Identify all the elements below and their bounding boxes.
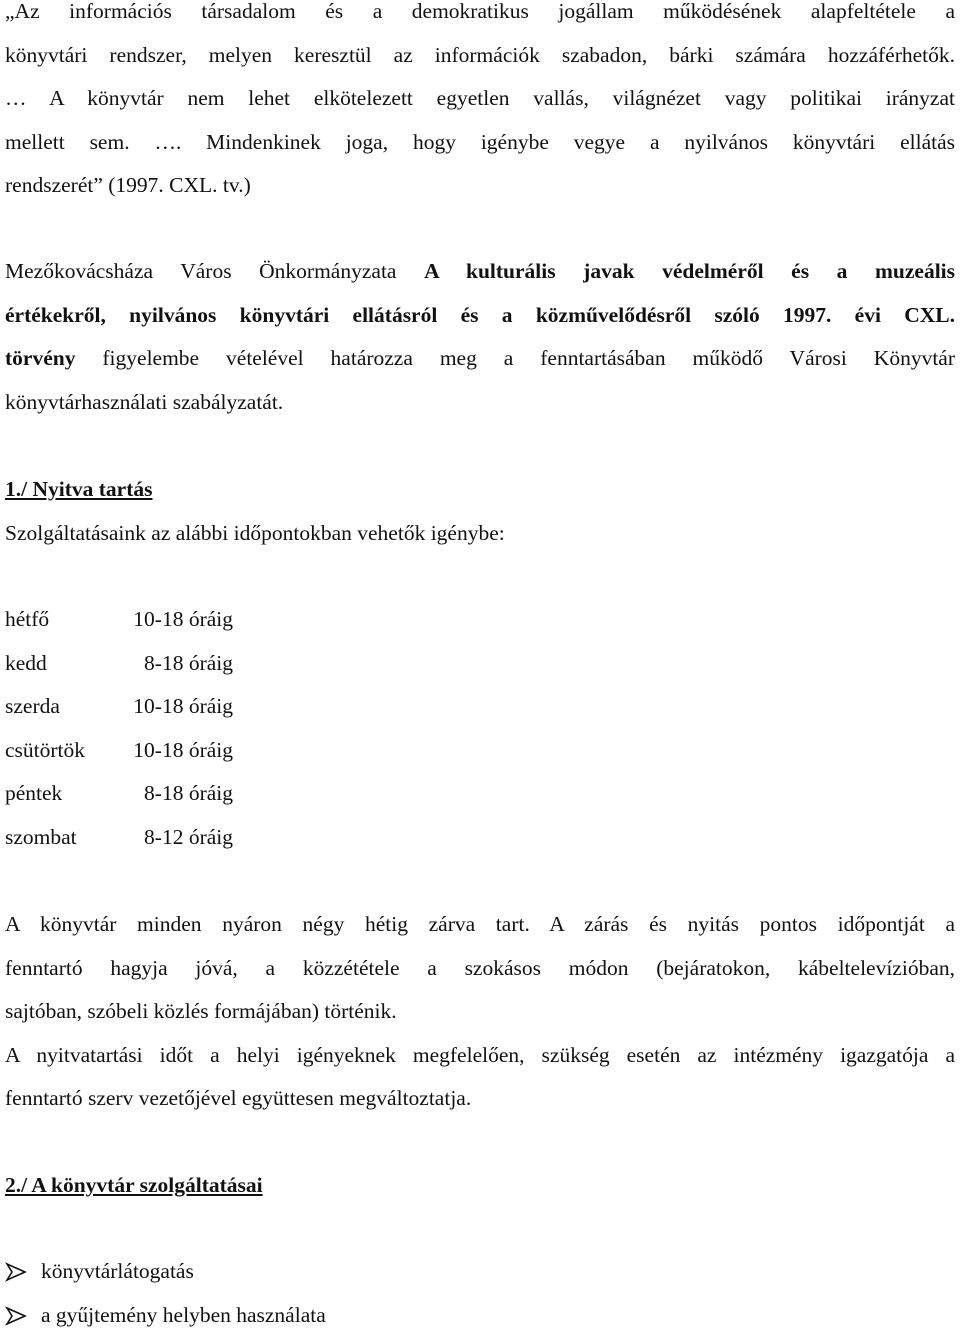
time-value: 10-18 óráig <box>111 685 251 729</box>
day-label: szombat <box>5 816 111 860</box>
decree-line: törvény figyelembe vételével határozza meg a fenntartásában működő Városi Könyvtár <box>5 337 955 381</box>
time-value: 10-18 óráig <box>111 598 251 642</box>
service-label: könyvtárlátogatás <box>41 1259 194 1283</box>
services-list <box>5 1250 955 1337</box>
decree-line <box>5 294 955 338</box>
day-label: kedd <box>5 642 111 686</box>
list-item <box>5 1294 955 1337</box>
opening-hours-table <box>5 598 955 859</box>
intro-line: … A könyvtár nem lehet elkötelezett egyetlen vallás, világnézet vagy politikai irányzat <box>5 77 955 121</box>
intro-line: rendszerét” (1997. CXL. tv.) <box>5 164 955 208</box>
decree-line: könyvtárhasználati szabályzatát. <box>5 381 955 425</box>
law-title: A kulturális javak védelméről és a muzeális <box>424 259 955 283</box>
summer-line: sajtóban, szóbeli közlés formájában) történik. <box>5 990 955 1034</box>
intro-line: „Az információs társadalom és a demokratikus jogállam működésének alapfeltétele a <box>5 0 955 34</box>
day-label: péntek <box>5 772 111 816</box>
hours-intro: Szolgáltatásaink az alábbi időpontokban vehetők igénybe: <box>5 512 955 556</box>
change-line: A nyitvatartási időt a helyi igényeknek megfelelően, szükség esetén az intézmény igazgatója a <box>5 1034 955 1078</box>
time-value: 8-12 óráig <box>111 816 251 860</box>
arrow-bullet-icon <box>5 1306 27 1326</box>
day-label: csütörtök <box>5 729 111 773</box>
day-label: hétfő <box>5 598 111 642</box>
decree-paragraph <box>5 250 955 424</box>
summer-closure-paragraph <box>5 903 955 1121</box>
section-opening-hours <box>5 468 955 555</box>
arrow-bullet-icon <box>5 1262 27 1282</box>
time-value: 10-18 óráig <box>111 729 251 773</box>
section-heading: 1./ Nyitva tartás <box>5 468 955 512</box>
list-item <box>5 1250 955 1294</box>
decree-line: Mezőkovácsháza Város Önkormányzata A kulturális javak védelméről és a muzeális <box>5 250 955 294</box>
service-label: a gyűjtemény helyben használata <box>41 1303 326 1327</box>
section-services <box>5 1164 955 1208</box>
change-line: fenntartó szerv vezetőjével együttesen megváltoztatja. <box>5 1077 955 1121</box>
intro-line: mellett sem. …. Mindenkinek joga, hogy igénybe vegye a nyilvános könyvtári ellátás <box>5 121 955 165</box>
time-value: 8-18 óráig <box>111 642 251 686</box>
day-label: szerda <box>5 685 111 729</box>
law-title: értékekről, nyilvános könyvtári ellátásról és a közművelődésről szóló 1997. évi CXL. <box>5 303 955 327</box>
intro-quote <box>5 0 955 208</box>
section-heading: 2./ A könyvtár szolgáltatásai <box>5 1164 955 1208</box>
services-list-wrap <box>5 1250 955 1337</box>
summer-line: A könyvtár minden nyáron négy hétig zárva tart. A zárás és nyitás pontos időpontját a <box>5 903 955 947</box>
summer-line: fenntartó hagyja jóvá, a közzététele a szokásos módon (bejáratokon, kábeltelevízióban, <box>5 947 955 991</box>
intro-line: könyvtári rendszer, melyen keresztül az információk szabadon, bárki számára hozzáférhetők. <box>5 34 955 78</box>
law-title: törvény <box>5 346 75 370</box>
time-value: 8-18 óráig <box>111 772 251 816</box>
